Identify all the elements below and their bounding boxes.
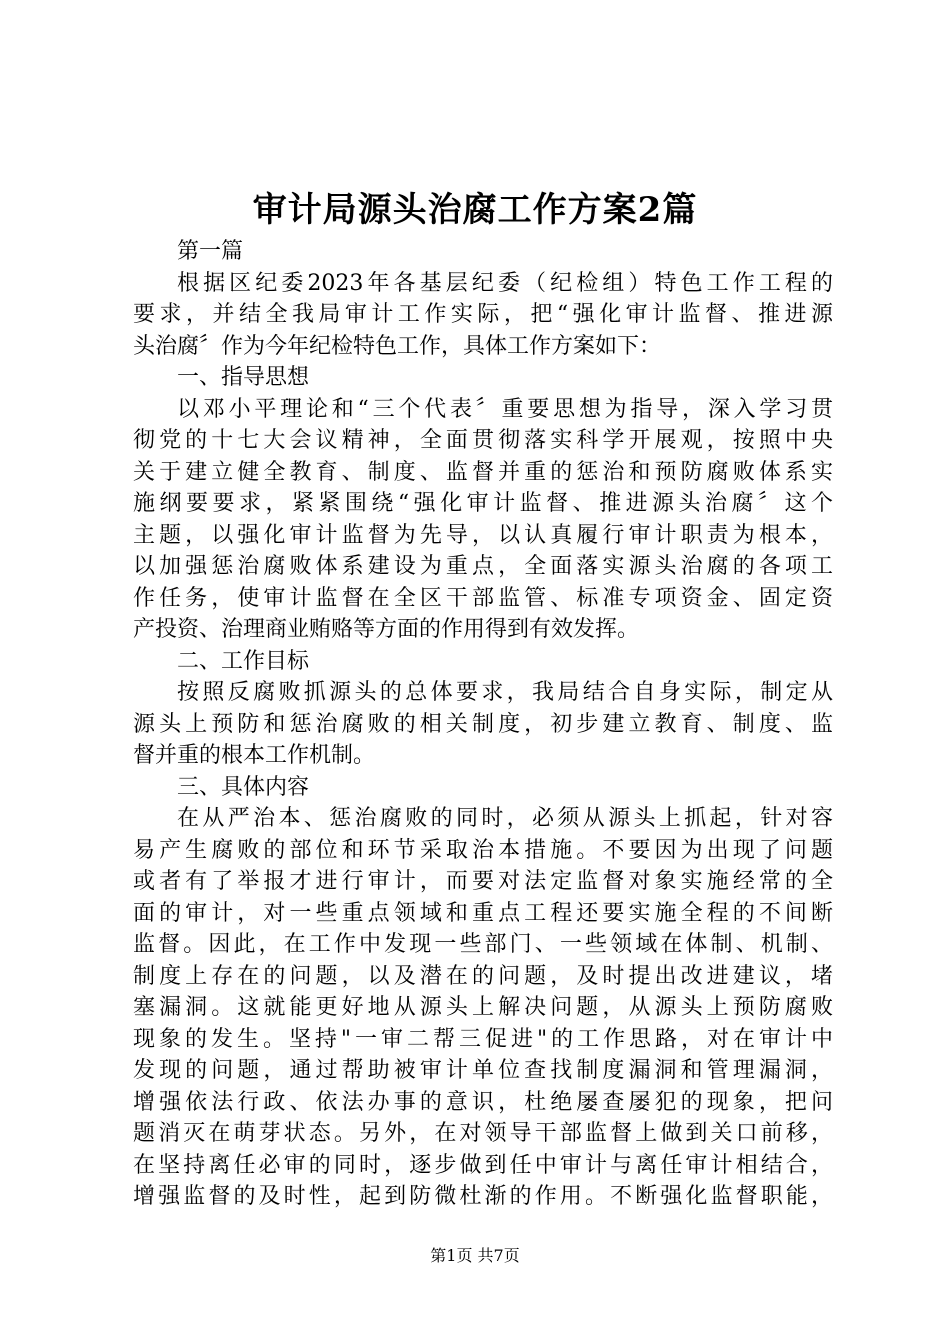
paragraph-line: 增强依法行政、依法办事的意识，杜绝屡查屡犯的现象，把问 — [133, 1089, 833, 1115]
paragraph-line: 在从严治本、惩治腐败的同时，必须从源头上抓起，针对容 — [177, 806, 833, 831]
paragraph-line: 以邓小平理论和“三个代表〞重要思想为指导，深入学习贯 — [177, 396, 833, 422]
paragraph-line: 题消灭在萌芽状态。另外，在对领导干部监督上做到关口前移， — [133, 1121, 833, 1146]
paragraph-line: 彻党的十七大会议精神，全面贯彻落实科学开展观，按照中央 — [133, 428, 833, 453]
paragraph-line: 增强监督的及时性，起到防微杜渐的作用。不断强化监督职能， — [133, 1184, 833, 1209]
paragraph-line: 施纲要要求，紧紧围绕“强化审计监督、推进源头治腐〞这个 — [133, 491, 833, 516]
paragraph-line: 头治腐〞作为今年纪检特色工作，具体工作方案如下： — [133, 333, 662, 359]
paragraph-line: 源头上预防和惩治腐败的相关制度，初步建立教育、制度、监 — [133, 711, 833, 737]
paragraph-line: 易产生腐败的部位和环节采取治本措施。不要因为出现了问题 — [133, 837, 833, 863]
paragraph-line: 主题，以强化审计监督为先导，以认真履行审计职责为根本， — [133, 522, 833, 548]
paragraph-line: 关于建立健全教育、制度、监督并重的惩治和预防腐败体系实 — [133, 459, 833, 485]
paragraph-line: 以加强惩治腐败体系建设为重点，全面落实源头治腐的各项工 — [133, 554, 833, 579]
section-heading: 二、工作目标 — [177, 648, 310, 674]
paragraph-line: 现象的发生。坚持"一审二帮三促进"的工作思路，对在审计中 — [133, 1026, 833, 1052]
paragraph-line: 制度上存在的问题，以及潜在的问题，及时提出改进建议，堵 — [133, 963, 833, 989]
paragraph-line: 按照反腐败抓源头的总体要求，我局结合自身实际，制定从 — [177, 680, 833, 705]
page-footer: 第1页 共7页 — [430, 1246, 520, 1265]
paragraph-line: 作任务，使审计监督在全区干部监管、标准专项资金、固定资 — [133, 585, 833, 611]
section-heading: 一、指导思想 — [177, 365, 310, 390]
document-title: 审计局源头治腐工作方案2篇 — [252, 190, 698, 230]
paragraph-line: 在坚持离任必审的同时，逐步做到任中审计与离任审计相结合， — [133, 1152, 833, 1178]
paragraph-line: 产投资、治理商业贿赂等方面的作用得到有效发挥。 — [133, 617, 640, 642]
document-body — [133, 236, 833, 1213]
paragraph-line: 根据区纪委2023年各基层纪委（纪检组）特色工作工程的 — [177, 270, 833, 296]
paragraph-line: 发现的问题，通过帮助被审计单位查找制度漏洞和管理漏洞， — [133, 1058, 833, 1083]
paragraph-line: 或者有了举报才进行审计，而要对法定监督对象实施经常的全 — [133, 869, 833, 894]
paragraph-line: 要求，并结全我局审计工作实际，把“强化审计监督、推进源 — [133, 302, 833, 327]
section-heading: 三、具体内容 — [177, 774, 310, 800]
paragraph-line: 督并重的根本工作机制。 — [133, 743, 376, 768]
paragraph-line: 面的审计，对一些重点领域和重点工程还要实施全程的不间断 — [133, 900, 833, 926]
paragraph-line: 监督。因此，在工作中发现一些部门、一些领域在体制、机制、 — [133, 932, 833, 957]
section-label: 第一篇 — [177, 239, 244, 264]
paragraph-line: 塞漏洞。这就能更好地从源头上解决问题，从源头上预防腐败 — [133, 995, 833, 1020]
